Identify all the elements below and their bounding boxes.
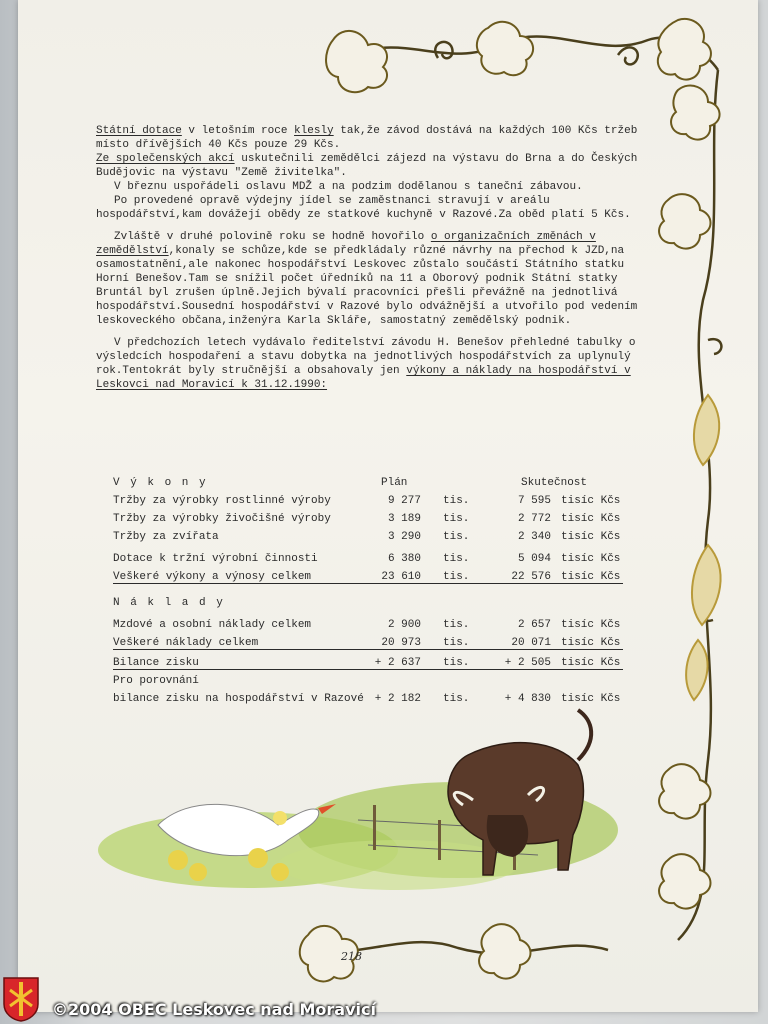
row-label: Tržby za zvířata	[113, 531, 219, 543]
underlined-phrase: o organizačních změnách v zemědělství	[96, 231, 596, 257]
table-row	[113, 656, 643, 670]
plan-unit: tis.	[443, 619, 470, 631]
paragraph-gap	[96, 222, 656, 230]
underlined-phrase: Státní dotace	[96, 125, 182, 137]
plan-unit: tis.	[443, 637, 470, 649]
text-run: ,konaly se schůze,kde se předkládaly různé návrhy na přechod k JZD,na osamostatnění,ale nakonec hospodářství Leskovec zůstalo součástí Státního statku Horní Benešov.Tam se snížil počet úředníků na 11 a Oborový podnik Státní statky Bruntál byl zrušen úplně.Jejich bývalí pracovníci přešli převážně na jednotlivá hospodářství.Sousední hospodářství v Razové bylo odvážnější a utvořilo pod vedením leskoveckého občana,inženýra Karla Skláře, samostatný zemědělský podnik.	[96, 245, 638, 327]
plan-value: 2 900	[387, 619, 421, 631]
plan-unit: tis.	[443, 693, 470, 705]
row-label: Pro porovnání	[113, 675, 199, 687]
leaf-gold-1	[694, 395, 719, 465]
actual-unit: tisíc Kčs	[561, 495, 621, 507]
actual-value: 22 576	[511, 571, 551, 583]
leaf-top-right	[658, 19, 711, 80]
actual-value: + 4 830	[504, 693, 551, 705]
section-naklady: N á k l a d y	[113, 597, 225, 609]
paragraph-6	[96, 336, 656, 392]
chick-small	[273, 811, 287, 825]
row-label: Veškeré výkony a výnosy celkem	[113, 571, 312, 583]
page-number: 218	[341, 950, 362, 963]
plan-value: 23 610	[381, 571, 421, 583]
row-label: bilance zisku na hospodářství v Razové	[113, 693, 364, 705]
leaf-top-left	[326, 31, 387, 92]
text-run: tak,že závod dostává na každých 100 Kčs tržeb místo dřívějších 40 Kčs pouze 29 Kčs.	[96, 125, 638, 151]
paragraph-2	[96, 152, 656, 180]
actual-value: + 2 505	[504, 657, 551, 669]
row-label: Tržby za výrobky rostlinné výroby	[113, 495, 331, 507]
section-naklady-row	[113, 596, 643, 610]
leaf-gold-2	[692, 545, 721, 625]
actual-unit: tisíc Kčs	[561, 513, 621, 525]
plan-unit: tis.	[443, 571, 470, 583]
text-run: uskutečnili zemědělci zájezd na výstavu do Brna a do Českých Budějovic na výstavu "Země živitelka".	[96, 153, 638, 179]
plan-unit: tis.	[443, 513, 470, 525]
text-run: v letošním roce	[181, 125, 295, 137]
leaf-gold-3	[686, 640, 707, 700]
table-row	[113, 512, 643, 526]
actual-unit: tisíc Kčs	[561, 637, 621, 649]
plan-unit: tis.	[443, 495, 470, 507]
actual-unit: tisíc Kčs	[561, 571, 621, 583]
actual-value: 2 772	[517, 513, 551, 525]
actual-value: 7 595	[517, 495, 551, 507]
plan-value: + 2 182	[374, 693, 421, 705]
table-row	[113, 636, 643, 650]
actual-value: 20 071	[511, 637, 551, 649]
plan-value: 20 973	[381, 637, 421, 649]
paragraph-1	[96, 124, 656, 152]
row-label: Mzdové a osobní náklady celkem	[113, 619, 312, 631]
underlined-phrase: výkony a náklady na hospodářství v Leskovci nad Moravicí k 31.12.1990:	[96, 365, 631, 391]
section-vykony: V ý k o n y	[113, 477, 208, 489]
table-row	[113, 570, 643, 584]
paragraph-3	[96, 180, 656, 194]
leaf-top-mid	[477, 22, 533, 75]
plan-unit: tis.	[443, 553, 470, 565]
column-actual: Skutečnost	[521, 477, 588, 489]
underlined-phrase: klesly	[294, 125, 334, 137]
row-label: Bilance zisku	[113, 657, 199, 669]
column-plan: Plán	[381, 477, 408, 489]
row-label: Dotace k tržní výrobní činnosti	[113, 553, 318, 565]
leaf-right-2	[659, 194, 710, 248]
table-row	[113, 674, 643, 688]
underlined-phrase: Ze společenských akcí	[96, 153, 235, 165]
text-run: V březnu uspořádeli oslavu MDŽ a na podzim dodělanou s taneční zábavou.	[114, 181, 583, 193]
leaf-right-3	[659, 764, 710, 818]
plan-value: 3 189	[387, 513, 421, 525]
plan-unit: tis.	[443, 531, 470, 543]
text-run: Zvláště v druhé polovině roku se hodně hovořilo	[114, 231, 431, 243]
row-underline	[113, 649, 623, 650]
paragraph-gap	[96, 328, 656, 336]
document-page	[18, 0, 758, 1012]
paragraph-4	[96, 194, 656, 222]
actual-value: 2 657	[517, 619, 551, 631]
row-label: Veškeré náklady celkem	[113, 637, 259, 649]
table-row	[113, 692, 643, 706]
table-row	[113, 618, 643, 632]
copyright-caption: ©2004 OBEC Leskovec nad Moravicí	[52, 1000, 376, 1019]
plan-value: + 2 637	[374, 657, 421, 669]
actual-unit: tisíc Kčs	[561, 619, 621, 631]
actual-unit: tisíc Kčs	[561, 553, 621, 565]
leaf-right-1	[671, 86, 720, 140]
farm-scene-illustration	[98, 710, 618, 890]
municipal-crest-icon	[2, 976, 40, 1022]
actual-unit: tisíc Kčs	[561, 531, 621, 543]
table-row	[113, 494, 643, 508]
leaf-bottom-mid	[479, 924, 530, 978]
table-row	[113, 530, 643, 544]
actual-unit: tisíc Kčs	[561, 693, 621, 705]
actual-value: 2 340	[517, 531, 551, 543]
text-run: V předchozích letech vydávalo ředitelství závodu H. Benešov přehledné tabulky o výsledcích hospodaření a stavu dobytka na jednotlivých hospodářstvích za uplynulý rok.Tentokrát byly stručnější a obsahovaly jen	[96, 337, 636, 377]
text-run: Po provedené opravě výdejny jídel se zaměstnanci stravují v areálu hospodářství,kam dovážejí obědy ze statkové kuchyně v Razové.Za oběd platí 5 Kčs.	[96, 195, 631, 221]
actual-unit: tisíc Kčs	[561, 657, 621, 669]
body-text	[96, 124, 656, 392]
plan-value: 9 277	[387, 495, 421, 507]
table-header-row	[113, 476, 643, 490]
leaf-right-4	[659, 854, 710, 908]
table-row	[113, 552, 643, 566]
row-underline	[113, 669, 623, 670]
plan-value: 6 380	[387, 553, 421, 565]
actual-value: 5 094	[517, 553, 551, 565]
plan-value: 3 290	[387, 531, 421, 543]
row-label: Tržby za výrobky živočišné výroby	[113, 513, 331, 525]
row-underline	[113, 583, 623, 584]
paragraph-5	[96, 230, 656, 328]
plan-unit: tis.	[443, 657, 470, 669]
